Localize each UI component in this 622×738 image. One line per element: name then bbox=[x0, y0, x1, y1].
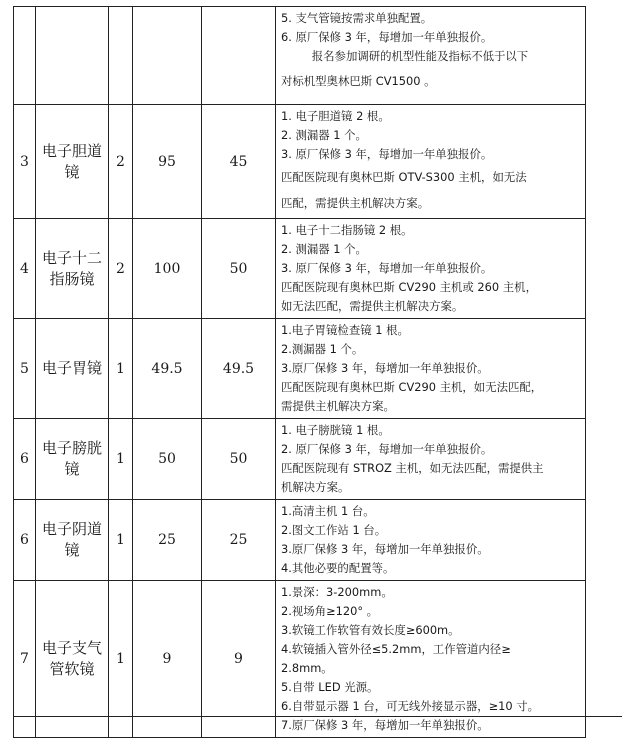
table-row bbox=[14, 419, 586, 500]
desc-line: 2.测漏器 1 个。 bbox=[281, 342, 364, 356]
desc-line: 1.电子胃镜检查镜 1 根。 bbox=[281, 323, 409, 337]
desc-line: 7.原厂保修 3 年，每增加一年单独报价。 bbox=[281, 718, 489, 732]
cell-total: 50 bbox=[202, 419, 276, 500]
cell-name bbox=[36, 7, 109, 105]
cell-name: 电子胆道镜 bbox=[36, 105, 109, 219]
cell-description bbox=[276, 319, 586, 419]
desc-line: 1. 电子膀胱镜 1 根。 bbox=[281, 423, 390, 437]
cell-unit-price: 25 bbox=[133, 500, 202, 581]
desc-line: 报名参加调研的机型性能及指标不低于以下 bbox=[311, 49, 529, 63]
cell-unit-price: 95 bbox=[133, 105, 202, 219]
cell-name: 电子胃镜 bbox=[36, 319, 109, 419]
cell-description bbox=[276, 219, 586, 319]
desc-line: 机解决方案。 bbox=[281, 480, 350, 494]
desc-line: 1.景深：3-200mm。 bbox=[281, 585, 393, 599]
equipment-spec-table bbox=[13, 6, 586, 738]
cell-unit-price: 50 bbox=[133, 419, 202, 500]
cell-index: 6 bbox=[14, 500, 36, 581]
desc-line: 4.软镜插入管外径≤5.2mm，工作管道内径≥ bbox=[281, 642, 511, 656]
desc-line: 需提供主机解决方案。 bbox=[281, 399, 395, 413]
desc-line: 匹配医院现有奥林巴斯 CV290 主机，如无法匹配， bbox=[281, 380, 543, 394]
cell-unit-price: 100 bbox=[133, 219, 202, 319]
cell-description bbox=[276, 419, 586, 500]
desc-line: 3.原厂保修 3 年，每增加一年单独报价。 bbox=[281, 542, 489, 556]
table-bottom-divider bbox=[13, 716, 622, 717]
desc-line: 1. 电子十二指肠镜 2 根。 bbox=[281, 223, 413, 237]
desc-line: 6. 原厂保修 3 年，每增加一年单独报价。 bbox=[281, 30, 493, 44]
desc-line: 1.高清主机 1 台。 bbox=[281, 504, 375, 518]
cell-index: 3 bbox=[14, 105, 36, 219]
cell-qty: 2 bbox=[109, 105, 133, 219]
desc-line: 2. 测漏器 1 个。 bbox=[281, 242, 367, 256]
desc-line: 匹配医院现有奥林巴斯 OTV-S300 主机，如无法 bbox=[281, 170, 527, 184]
cell-total: 25 bbox=[202, 500, 276, 581]
desc-line: 2.图文工作站 1 台。 bbox=[281, 523, 387, 537]
cell-qty: 2 bbox=[109, 219, 133, 319]
desc-line: 6.自带显示器 1 台，可无线外接显示器，≥10 寸。 bbox=[281, 699, 540, 713]
cell-index bbox=[14, 7, 36, 105]
desc-line: 1. 电子胆道镜 2 根。 bbox=[281, 109, 390, 123]
cell-name: 电子阴道镜 bbox=[36, 500, 109, 581]
cell-unit-price bbox=[133, 7, 202, 105]
cell-description bbox=[276, 7, 586, 105]
desc-line: 2.视场角≥120° 。 bbox=[281, 604, 379, 618]
cell-index: 4 bbox=[14, 219, 36, 319]
desc-line: 4.其他必要的配置等。 bbox=[281, 561, 395, 575]
cell-qty bbox=[109, 7, 133, 105]
cell-total: 45 bbox=[202, 105, 276, 219]
desc-line: 3. 原厂保修 3 年，每增加一年单独报价。 bbox=[281, 261, 493, 275]
cell-name: 电子膀胱镜 bbox=[36, 419, 109, 500]
cell-qty: 1 bbox=[109, 500, 133, 581]
cell-description bbox=[276, 581, 586, 738]
cell-description bbox=[276, 105, 586, 219]
cell-index: 7 bbox=[14, 581, 36, 738]
cell-unit-price: 49.5 bbox=[133, 319, 202, 419]
cell-name: 电子十二指肠镜 bbox=[36, 219, 109, 319]
desc-line: 2. 原厂保修 3 年，每增加一年单独报价。 bbox=[281, 442, 493, 456]
cell-total: 9 bbox=[202, 581, 276, 738]
desc-line: 3.软镜工作软管有效长度≥600m。 bbox=[281, 623, 460, 637]
desc-line: 对标机型奥林巴斯 CV1500 。 bbox=[281, 74, 436, 88]
desc-line: 匹配医院现有 STROZ 主机，如无法匹配，需提供主 bbox=[281, 461, 544, 475]
table-row bbox=[14, 7, 586, 105]
table-row bbox=[14, 581, 586, 738]
cell-description bbox=[276, 500, 586, 581]
table-row bbox=[14, 319, 586, 419]
cell-total: 50 bbox=[202, 219, 276, 319]
desc-line: 匹配医院现有奥林巴斯 CV290 主机或 260 主机， bbox=[281, 280, 537, 294]
cell-unit-price: 9 bbox=[133, 581, 202, 738]
cell-qty: 1 bbox=[109, 581, 133, 738]
table-row bbox=[14, 500, 586, 581]
cell-total bbox=[202, 7, 276, 105]
table-row bbox=[14, 105, 586, 219]
desc-line: 5. 支气管镜按需求单独配置。 bbox=[281, 11, 433, 25]
cell-index: 5 bbox=[14, 319, 36, 419]
cell-name: 电子支气管软镜 bbox=[36, 581, 109, 738]
cell-qty: 1 bbox=[109, 319, 133, 419]
desc-line: 匹配，需提供主机解决方案。 bbox=[281, 196, 430, 210]
desc-line: 2.8mm。 bbox=[281, 661, 333, 675]
desc-line: 2. 测漏器 1 个。 bbox=[281, 128, 367, 142]
desc-line: 3. 原厂保修 3 年，每增加一年单独报价。 bbox=[281, 147, 493, 161]
cell-total: 49.5 bbox=[202, 319, 276, 419]
desc-line: 5.自带 LED 光源。 bbox=[281, 680, 379, 694]
cell-index: 6 bbox=[14, 419, 36, 500]
cell-qty: 1 bbox=[109, 419, 133, 500]
desc-line: 如无法匹配，需提供主机解决方案。 bbox=[281, 299, 464, 313]
table-row bbox=[14, 219, 586, 319]
desc-line: 3.原厂保修 3 年，每增加一年单独报价。 bbox=[281, 361, 489, 375]
